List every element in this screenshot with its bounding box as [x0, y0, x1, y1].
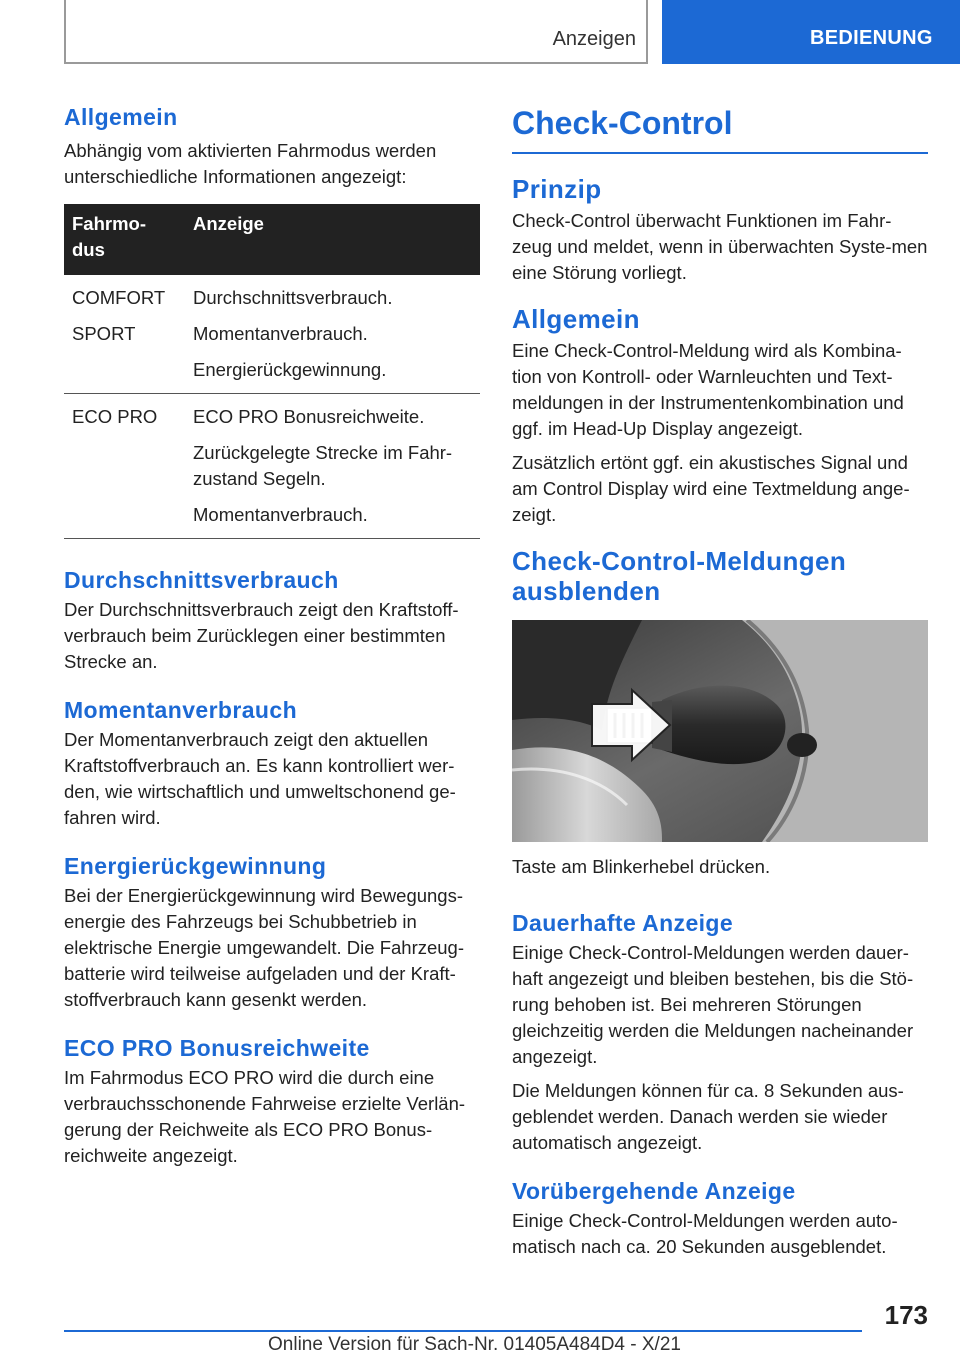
heading-meldungen-ausblenden: Check-Control-Meldungen ausblenden	[512, 546, 847, 606]
heading-voruebergehende-anzeige: Vorübergehende Anzeige	[512, 1178, 796, 1204]
display-item: Momentanverbrauch.	[193, 323, 368, 344]
display-item: Energierückgewinnung.	[193, 359, 387, 380]
drive-mode-table	[64, 204, 480, 539]
paragraph-prinzip: Check-Control überwacht Funktionen im Fahr-zeug und meldet, wenn in überwachten Syste-men eine Störung vorliegt.	[512, 210, 928, 283]
chapter-title-check-control: Check-Control	[512, 100, 928, 154]
header-chapter-label: BEDIENUNG	[810, 27, 933, 49]
paragraph-energierueckgewinnung: Bei der Energierückgewinnung wird Bewegungs-energie des Fahrzeugs bei Schubbetrieb in elektrische Energie umgewandelt. Die Fahrzeug-batterie wird teilweise aufgeladen und der Kraft-stoffverbrauch kann gesenkt werden.	[64, 885, 465, 1010]
table-cell-modes	[64, 275, 185, 394]
paragraph-dauerhafte-anzeige-1: Einige Check-Control-Meldungen werden dauer-haft angezeigt und bleiben bestehen, bis die Stö-rung behoben ist. Bei mehreren Störungen gleichzeitig werden die Meldungen nacheinander angezeigt.	[512, 942, 914, 1067]
paragraph-voruebergehende-anzeige: Einige Check-Control-Meldungen werden auto-matisch nach ca. 20 Sekunden ausgeblendet.	[512, 1210, 898, 1257]
table-cell-modes	[64, 394, 185, 539]
paragraph-allgemein-left: Abhängig vom aktivierten Fahrmodus werden unterschiedliche Informationen angezeigt:	[64, 140, 437, 187]
left-column	[64, 100, 480, 1169]
table-header-display: Anzeige	[185, 204, 480, 275]
table-cell-displays	[185, 394, 480, 539]
footer-divider	[64, 1330, 862, 1332]
heading-durchschnittsverbrauch: Durchschnittsverbrauch	[64, 567, 339, 593]
table-header-row	[64, 204, 480, 275]
paragraph-allgemein-right-2: Zusätzlich ertönt ggf. ein akustisches Signal und am Control Display wird eine Textmeldung ange-zeigt.	[512, 452, 910, 525]
heading-energierueckgewinnung: Energierückgewinnung	[64, 853, 327, 879]
header-section-title: Anzeigen	[552, 28, 636, 50]
footer-online-version: Online Version für Sach-Nr. 01405A484D4 - X/21	[268, 1334, 681, 1355]
mode-label: ECO PRO	[72, 406, 158, 427]
display-item: Zurückgelegte Strecke im Fahr-zustand Segeln.	[193, 442, 453, 489]
turn-signal-lever-image	[512, 620, 928, 842]
heading-momentanverbrauch: Momentanverbrauch	[64, 697, 298, 723]
heading-eco-pro-bonusreichweite: ECO PRO Bonusreichweite	[64, 1035, 370, 1061]
image-caption: Taste am Blinkerhebel drücken.	[512, 856, 771, 877]
mode-label: SPORT	[72, 323, 136, 344]
paragraph-eco-pro-bonusreichweite: Im Fahrmodus ECO PRO wird die durch eine verbrauchsschonende Fahrweise erzielte Verlän-gerung der Reichweite als ECO PRO Bonus-reichweite angezeigt.	[64, 1067, 466, 1166]
heading-dauerhafte-anzeige: Dauerhafte Anzeige	[512, 910, 734, 936]
right-column	[512, 100, 928, 1260]
paragraph-momentanverbrauch: Der Momentanverbrauch zeigt den aktuellen Kraftstoffverbrauch an. Es kann kontrolliert wer-den, wie wirtschaftlich und umweltschonend ge-fahren wird.	[64, 729, 456, 828]
header-chapter-tab	[662, 0, 960, 64]
display-item: ECO PRO Bonusreichweite.	[193, 406, 425, 427]
paragraph-durchschnittsverbrauch: Der Durchschnittsverbrauch zeigt den Kraftstoff-verbrauch beim Zurücklegen einer bestimmten Strecke an.	[64, 599, 459, 672]
paragraph-allgemein-right-1: Eine Check-Control-Meldung wird als Kombina-tion von Kontroll- oder Warnleuchten und Text-meldungen in der Instrumentenkombination und ggf. im Head-Up Display angezeigt.	[512, 340, 904, 439]
paragraph-dauerhafte-anzeige-2: Die Meldungen können für ca. 8 Sekunden aus-geblendet werden. Danach werden sie wieder automatisch angezeigt.	[512, 1080, 904, 1153]
table-row	[64, 394, 480, 539]
display-item: Momentanverbrauch.	[193, 504, 368, 525]
page-number: 173	[884, 1300, 928, 1330]
table-cell-displays	[185, 275, 480, 394]
heading-allgemein-left: Allgemein	[64, 104, 178, 130]
mode-label: COMFORT	[72, 287, 166, 308]
table-row	[64, 275, 480, 394]
heading-prinzip: Prinzip	[512, 174, 602, 204]
table-header-mode: Fahrmo-dus	[64, 204, 185, 275]
heading-allgemein-right: Allgemein	[512, 304, 640, 334]
display-item: Durchschnittsverbrauch.	[193, 287, 393, 308]
